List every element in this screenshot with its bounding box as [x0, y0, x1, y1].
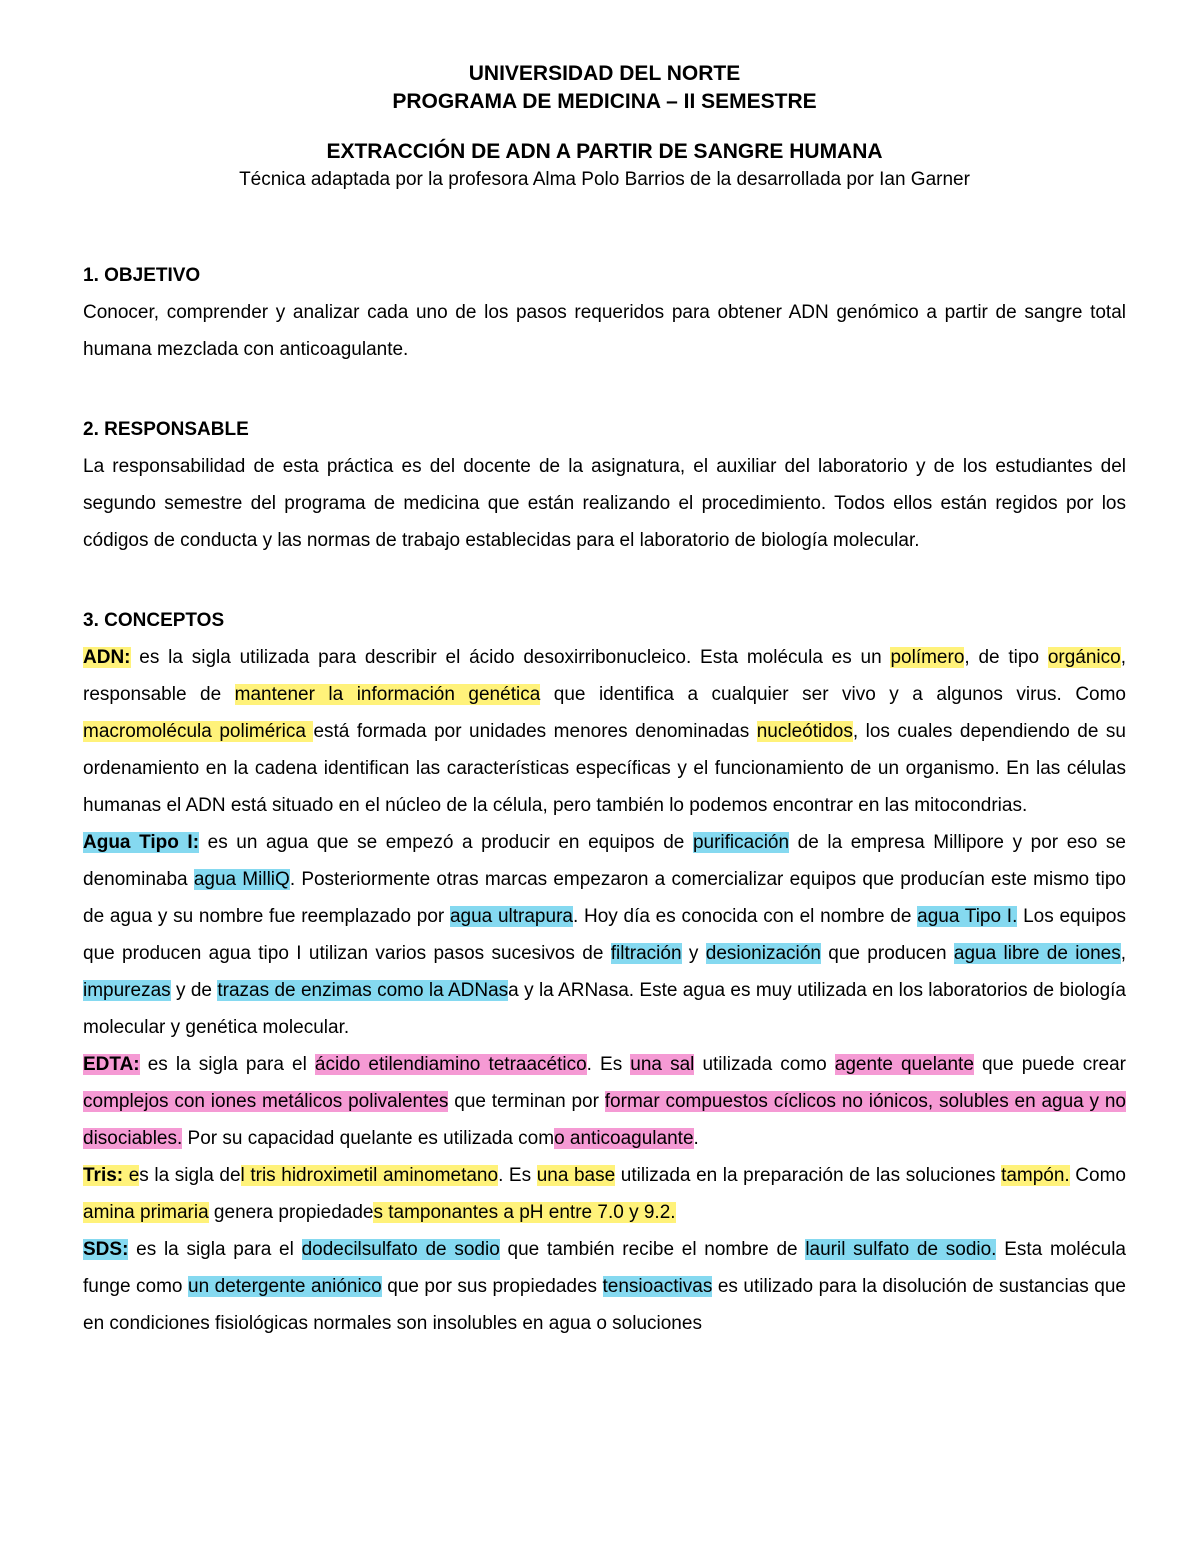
highlight: agua ultrapura [449, 906, 573, 927]
highlight: purificación [692, 832, 790, 853]
concept-term-agua: Agua Tipo I: [83, 832, 200, 853]
text-run: es un agua que se empezó a producir en equipos de [199, 832, 693, 853]
text-run: . Posteriormente otras marcas empezaron a comercializar equipos que producían este mismo tipo de agua y su nombre fue reemplazado por [83, 869, 1126, 927]
text-run: Como [1069, 1165, 1126, 1186]
highlight: tensioactivas [602, 1276, 713, 1297]
text-run: es la sigla utilizada para describir el ácido desoxirribonucleico. Esta molécula es un [130, 647, 891, 668]
highlight: nucleótidos [756, 721, 853, 742]
section-objetivo-body: Conocer, comprender y analizar cada uno de los pasos requeridos para obtener ADN genómico a partir de sangre total humana mezclada con anticoagulante. [83, 302, 1126, 360]
text-run: . Es [498, 1165, 537, 1186]
text-run: Por su capacidad quelante es utilizada com [182, 1128, 555, 1149]
text-run: que puede crear [973, 1054, 1126, 1075]
highlight: polímero [890, 647, 965, 668]
highlight: una base [536, 1165, 616, 1186]
highlight: orgánico [1047, 647, 1121, 668]
text-run: utilizada en la preparación de las soluciones [615, 1165, 1002, 1186]
concept-term-tris: Tris: [83, 1165, 124, 1186]
concept-term-adn: ADN: [83, 647, 131, 668]
highlight: desionización [705, 943, 821, 964]
text-run: es la sigla para el [139, 1054, 315, 1075]
highlight: lauril sulfato de sodio. [805, 1239, 997, 1260]
document-page [83, 60, 1126, 1342]
highlight: o anticoagulante [554, 1128, 694, 1149]
concept-tris [83, 1157, 1126, 1231]
text-run: . Hoy día es conocida con el nombre de [572, 906, 918, 927]
text-run: es utilizado para la disolución de sustancias que en condiciones fisiológicas normales son insolubles en agua o soluciones [83, 1276, 1126, 1334]
text-run: que también recibe el nombre de [499, 1239, 806, 1260]
highlight: tampón. [1001, 1165, 1070, 1186]
section-objetivo-title: 1. OBJETIVO [83, 265, 201, 286]
text-run: Esta molécula funge como [83, 1239, 1126, 1297]
text-run: . [693, 1128, 699, 1149]
text-run: , de tipo [964, 647, 1048, 668]
highlight: una sal [630, 1054, 695, 1075]
highlight: agua libre de iones [953, 943, 1121, 964]
concept-edta [83, 1046, 1126, 1157]
concept-term-edta: EDTA: [83, 1054, 140, 1075]
text-run: a y la ARNasa. Este agua es muy utilizada en los laboratorios de biología molecular y genética molecular. [83, 980, 1126, 1038]
highlight: agente quelante [834, 1054, 974, 1075]
concept-agua-tipo-i [83, 824, 1126, 1046]
text-run: utilizada como [694, 1054, 835, 1075]
text-run: . Es [586, 1054, 631, 1075]
text-run: y de [170, 980, 218, 1001]
text-run: s la sigla de [139, 1165, 241, 1186]
text-run: está formada por unidades menores denominadas [313, 721, 757, 742]
text-run: , [1120, 943, 1126, 964]
highlight: formar compuestos cíclicos no iónicos, solubles en agua y no disociables. [83, 1091, 1126, 1149]
text-run: Los equipos que producen agua tipo I utilizan varios pasos sucesivos de [83, 906, 1126, 964]
highlight: amina primaria [83, 1202, 209, 1223]
concept-sds [83, 1231, 1126, 1342]
highlight: s tamponantes a pH entre 7.0 y 9.2. [373, 1202, 676, 1223]
text-run: de la empresa Millipore y por eso se denominaba [83, 832, 1126, 890]
text-run: que por sus propiedades [381, 1276, 603, 1297]
text-run: que identifica a cualquier ser vivo y a algunos virus. Como [540, 684, 1127, 705]
highlight: agua MilliQ [193, 869, 290, 890]
text-run: , los cuales dependiendo de su ordenamiento en la cadena identifican las características específicas y el funcionamiento de un organismo. En las células humanas el ADN está situado en el núcleo de la célula, pero también lo podemos encontrar en las mitocondrias. [83, 721, 1126, 816]
document-title: EXTRACCIÓN DE ADN A PARTIR DE SANGRE HUMANA [326, 140, 883, 163]
highlight: complejos con iones metálicos polivalentes [83, 1091, 449, 1112]
text-run: genera propiedade [208, 1202, 374, 1223]
university-name: UNIVERSIDAD DEL NORTE [468, 62, 741, 85]
highlight: mantener la información genética [234, 684, 541, 705]
highlight: filtración [610, 943, 682, 964]
highlight: l tris hidroximetil aminometano [240, 1165, 499, 1186]
text-run: y [681, 943, 706, 964]
program-name: PROGRAMA DE MEDICINA – II SEMESTRE [392, 90, 817, 113]
section-responsable-body: La responsabilidad de esta práctica es del docente de la asignatura, el auxiliar del laboratorio y de los estudiantes del segundo semestre del programa de medicina que están realizando el procedimiento. Todos ellos están regidos por los códigos de conducta y las normas de trabajo establecidas para el laboratorio de biología molecular. [83, 456, 1126, 551]
highlight: agua Tipo I. [917, 906, 1018, 927]
text-run: es la sigla para el [128, 1239, 302, 1260]
text-run: que producen [820, 943, 954, 964]
highlight: ácido etilendiamino tetraacético [314, 1054, 587, 1075]
highlight: un detergente aniónico [188, 1276, 382, 1297]
highlight: trazas de enzimas como la ADNas [217, 980, 509, 1001]
section-conceptos-title: 3. CONCEPTOS [83, 610, 225, 631]
highlight: impurezas [83, 980, 171, 1001]
document-subtitle: Técnica adaptada por la profesora Alma Polo Barrios de la desarrollada por Ian Garner [239, 169, 970, 190]
text-run: que terminan por [448, 1091, 605, 1112]
highlight: dodecilsulfato de sodio [301, 1239, 500, 1260]
highlight: e [123, 1165, 140, 1186]
concept-term-sds: SDS: [83, 1239, 129, 1260]
concept-adn [83, 639, 1126, 824]
section-responsable-title: 2. RESPONSABLE [83, 419, 249, 440]
text-run: , responsable de [83, 647, 1126, 705]
highlight: macromolécula polimérica [83, 721, 314, 742]
